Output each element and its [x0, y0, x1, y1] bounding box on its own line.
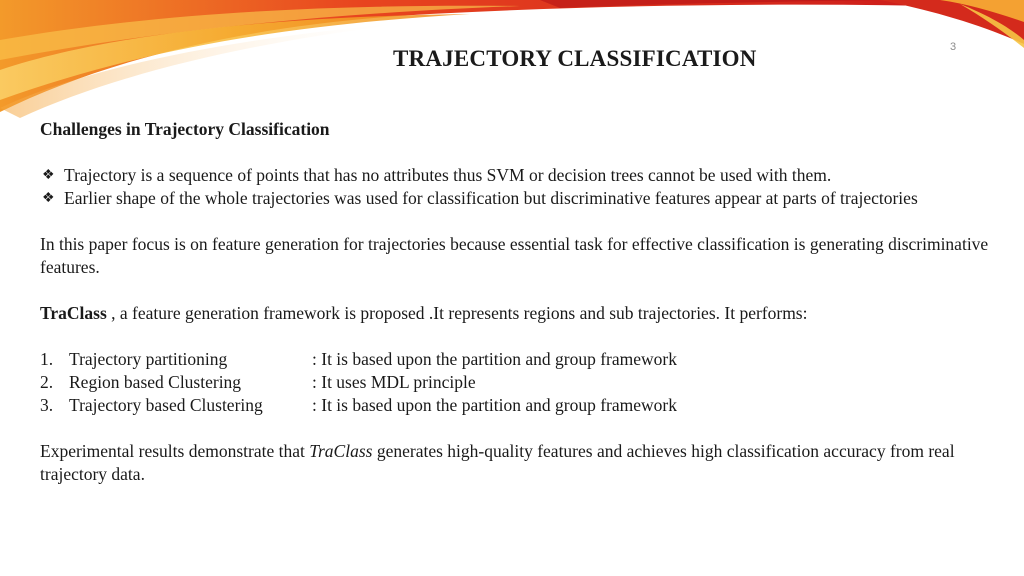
bullet-text: Earlier shape of the whole trajectories was used for classification but discriminative features appear at parts of trajectories	[64, 188, 918, 208]
step-description: : It is based upon the partition and group framework	[312, 395, 677, 415]
bullet-item	[40, 164, 1010, 187]
results-italic-term: TraClass	[309, 441, 373, 461]
step-item	[40, 371, 1010, 394]
traclass-paragraph	[40, 302, 1010, 325]
results-paragraph	[40, 440, 1010, 486]
step-number: 1.	[40, 349, 54, 369]
step-number: 3.	[40, 395, 54, 415]
slide-content	[40, 118, 1010, 486]
step-name: Trajectory based Clustering	[69, 395, 263, 415]
traclass-term: TraClass	[40, 303, 107, 323]
diamond-bullet-icon: ❖	[42, 168, 55, 183]
step-name: Trajectory partitioning	[69, 349, 228, 369]
step-item	[40, 394, 1010, 417]
step-description: : It is based upon the partition and group framework	[312, 349, 677, 369]
bullet-text: Trajectory is a sequence of points that has no attributes thus SVM or decision trees cannot be used with them.	[64, 165, 832, 185]
slide-number: 3	[950, 41, 957, 53]
step-number: 2.	[40, 372, 54, 392]
results-text-after: generates high-quality features and achieves high classification accuracy from real trajectory data.	[40, 441, 955, 484]
diamond-bullet-icon: ❖	[42, 191, 55, 206]
bullet-item	[40, 187, 1010, 210]
section-heading: Challenges in Trajectory Classification	[40, 119, 330, 139]
results-text-before: Experimental results demonstrate that	[40, 441, 310, 461]
slide-title: TRAJECTORY CLASSIFICATION	[393, 46, 757, 71]
step-description: : It uses MDL principle	[312, 372, 476, 392]
focus-paragraph: In this paper focus is on feature generation for trajectories because essential task for effective classification is generating discriminative features.	[40, 234, 989, 277]
step-name: Region based Clustering	[69, 372, 242, 392]
traclass-description: , a feature generation framework is proposed .It represents regions and sub trajectories. It performs:	[106, 303, 808, 323]
step-item	[40, 348, 1010, 371]
